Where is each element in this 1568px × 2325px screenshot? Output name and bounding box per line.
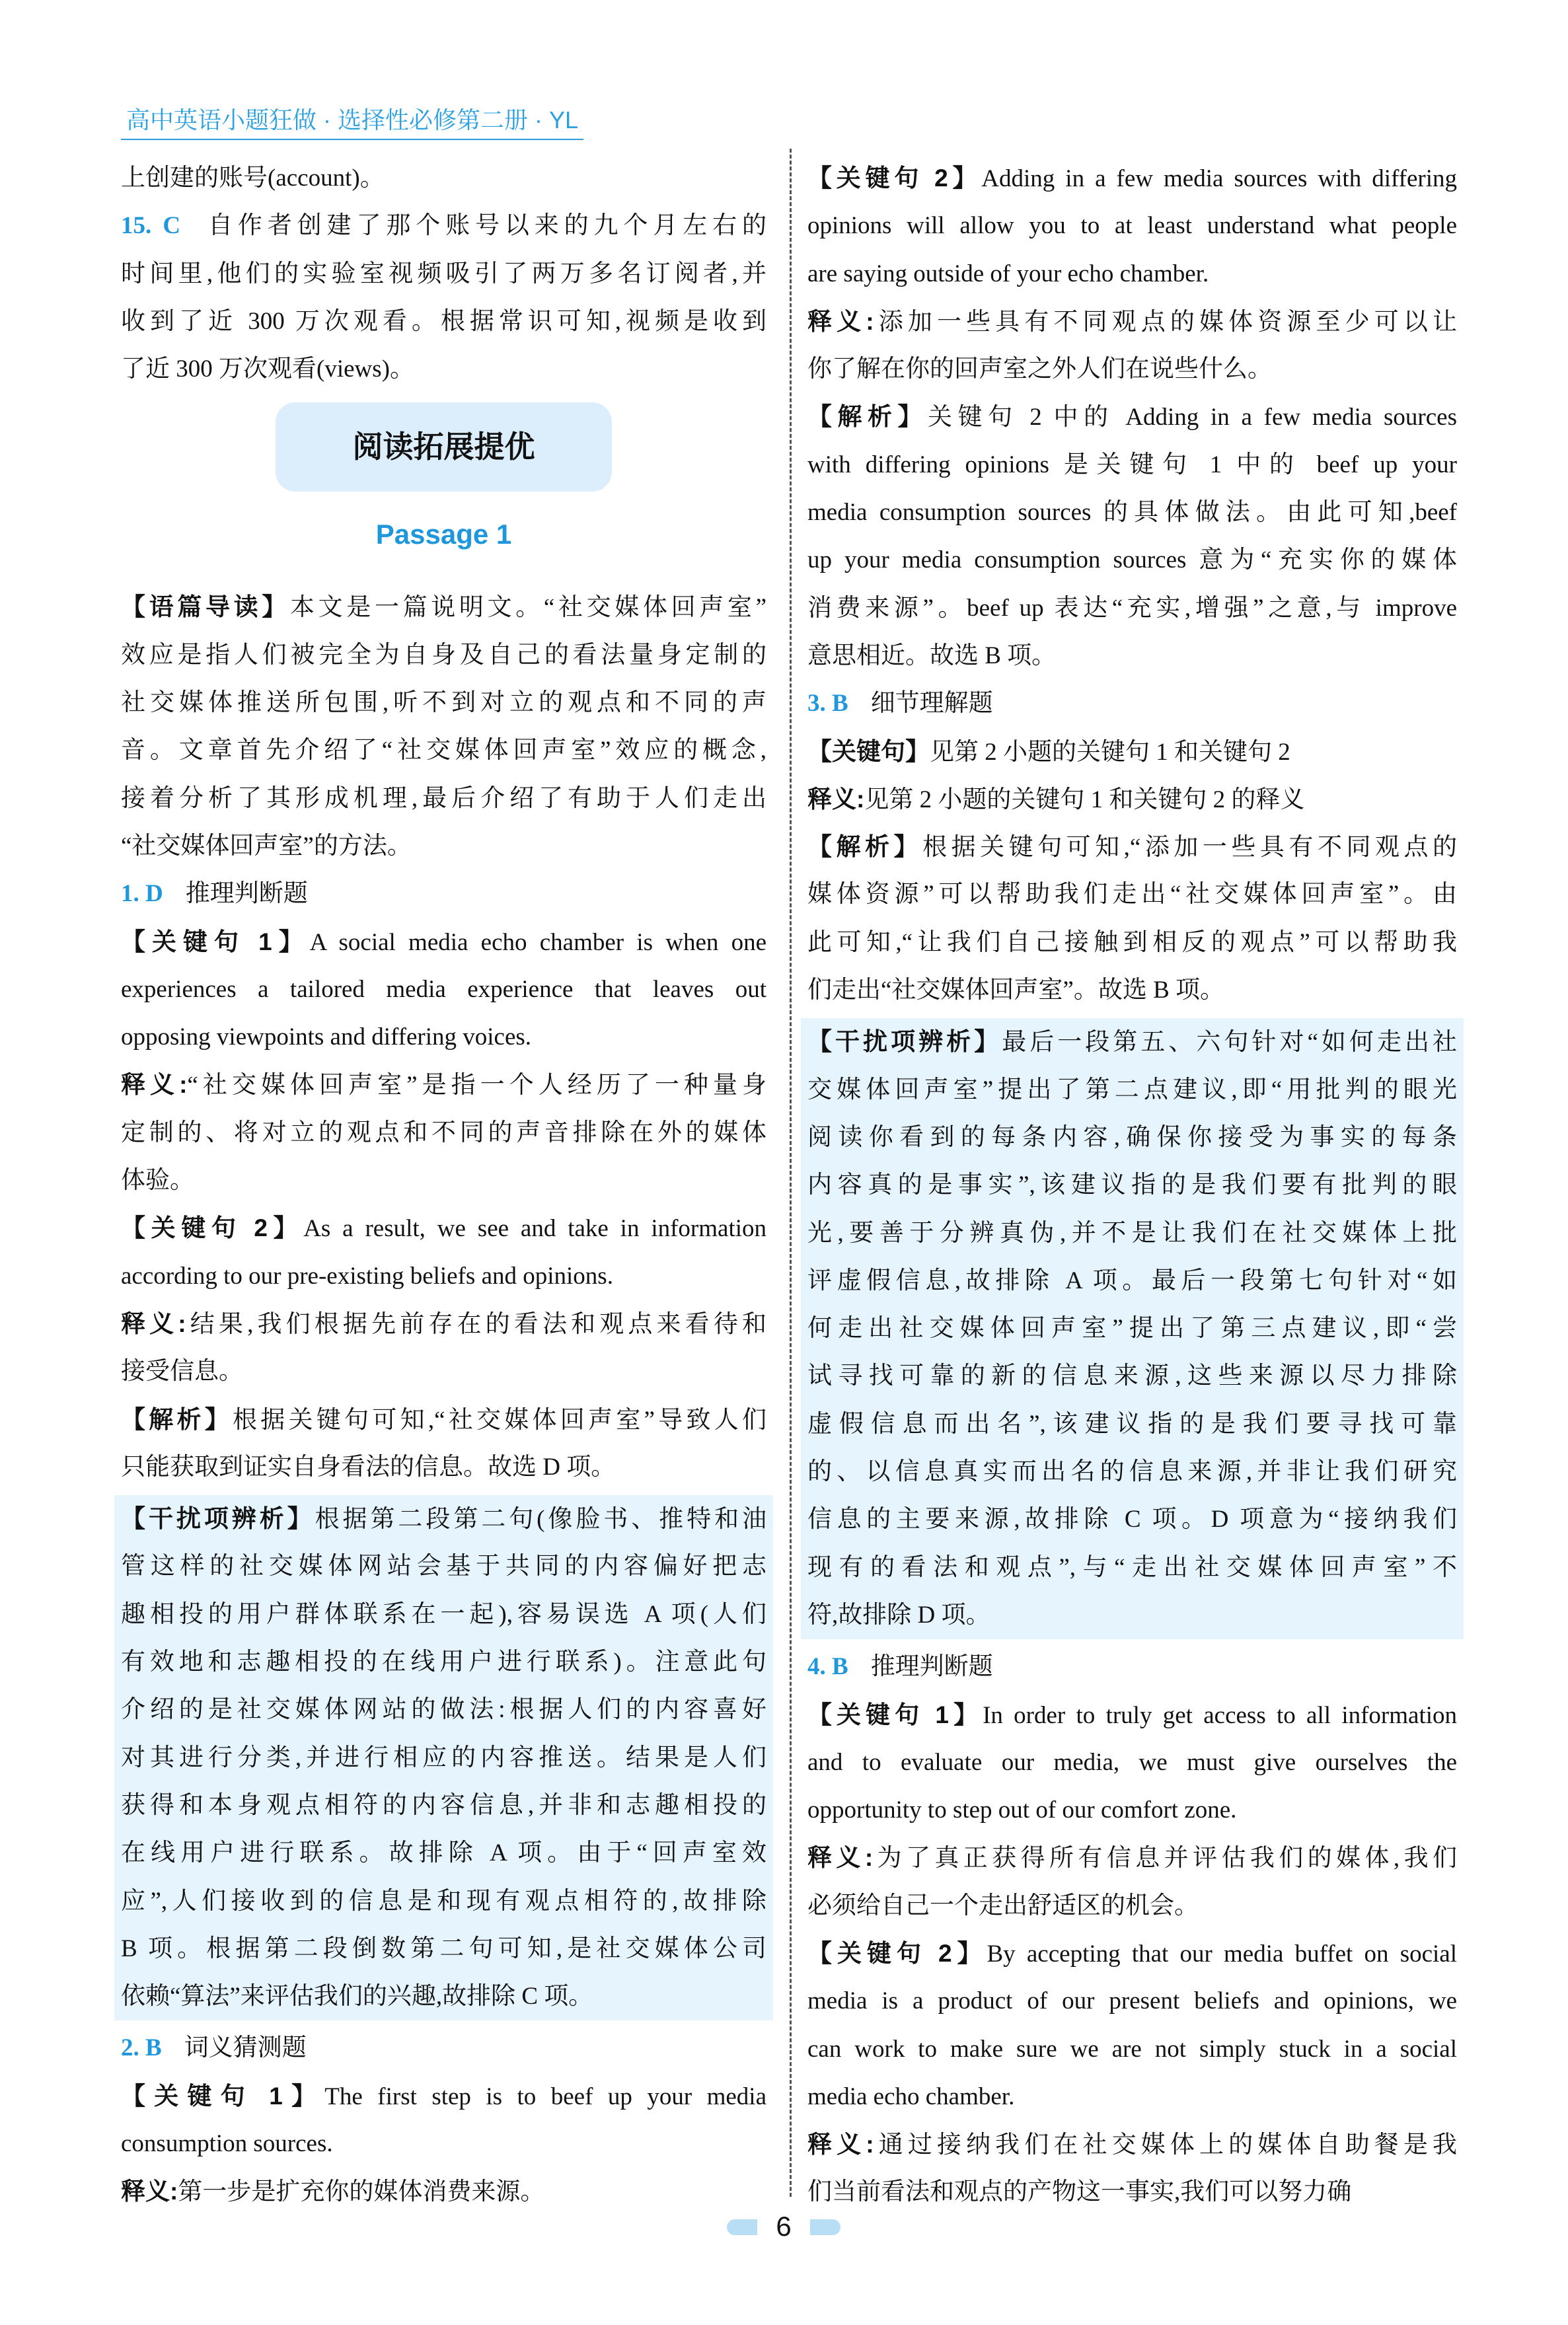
line-text: 信息的主要来源,故排除 C 项。D 项意为“接纳我们 [807, 1506, 1457, 1533]
line-text: “社交媒体回声室”的方法。 [121, 832, 412, 860]
text-line [807, 1691, 1457, 1739]
text-line [807, 536, 1457, 584]
text-line [121, 1925, 766, 1973]
text-line [807, 489, 1457, 536]
text-line [807, 919, 1457, 967]
text-line [121, 155, 766, 202]
text-line [807, 1977, 1457, 2025]
left-column [121, 155, 766, 2216]
question-header [121, 870, 766, 918]
text-line [121, 727, 766, 774]
line-text: 上创建的账号(account)。 [121, 165, 385, 192]
text-line [807, 2073, 1457, 2121]
paragraph-label: 【关键句 2】 [807, 1939, 987, 1967]
text-line [121, 2073, 766, 2120]
text-line [807, 871, 1457, 918]
distractor-analysis-box [114, 1495, 773, 2020]
line-text: 意思相近。故选 B 项。 [807, 642, 1057, 669]
line-text: 根据关键句可知,“社交媒体回声室”导致人们 [233, 1406, 767, 1434]
paragraph [121, 1396, 766, 1492]
text-line [121, 918, 766, 966]
text-line [121, 1495, 766, 1543]
text-line [807, 346, 1457, 393]
text-line [121, 1878, 766, 1925]
line-text: “社交媒体回声室”是指一个人经历了一种量身 [187, 1072, 767, 1099]
text-line [121, 1829, 766, 1877]
line-text: 管这样的社交媒体网站会基于共同的内容偏好把志 [121, 1553, 766, 1580]
page-number: 6 [776, 2211, 792, 2242]
line-text: experiences a tailored media experience that leaves out [121, 975, 766, 1003]
text-line [121, 1109, 766, 1157]
text-line [121, 1686, 766, 1734]
line-text: 为了真正获得所有信息并评估我们的媒体,我们 [873, 1845, 1457, 1872]
paragraph [121, 1300, 766, 1396]
paragraph-label: 释义: [121, 1310, 186, 1337]
answer-number: 3. B [807, 690, 848, 718]
paragraph-label: 【解析】 [807, 833, 923, 861]
text-line [121, 1782, 766, 1829]
question-type: 推理判断题 [185, 880, 308, 908]
line-text: 趣相投的用户群体联系在一起),容易误选 A 项(人们 [121, 1600, 766, 1628]
line-text: 见第 2 小题的关键句 1 和关键句 2 [930, 738, 1290, 766]
line-text: up your media consumption sources 意为“充实你的媒体 [807, 546, 1457, 574]
paragraph-label: 释义: [807, 1844, 874, 1872]
text-line [807, 1787, 1457, 1834]
line-text: 了近 300 万次观看(views)。 [121, 355, 414, 383]
paragraph [121, 918, 766, 1062]
line-text: 体验。 [121, 1167, 194, 1195]
page-number-badge [727, 2210, 840, 2243]
line-text: 定制的、将对立的观点和不同的声音排除在外的媒体 [121, 1119, 766, 1146]
text-line [121, 1204, 766, 1252]
line-text: 见第 2 小题的关键句 1 和关键句 2 的释义 [864, 786, 1305, 813]
line-text: 添加一些具有不同观点的媒体资源至少可以让 [874, 308, 1458, 336]
answer-number: 15. C [121, 212, 181, 240]
paragraph-label: 【干扰项辨析】 [807, 1028, 1002, 1056]
text-line [121, 2120, 766, 2168]
line-text: 的、以信息真实而出名的信息来源,并非让我们研究 [807, 1458, 1457, 1486]
line-text: according to our pre-existing beliefs and opinions. [121, 1262, 613, 1290]
text-line [807, 823, 1457, 871]
line-text: 交媒体回声室”提出了第二点建议,即“用批判的眼光 [807, 1076, 1457, 1103]
line-text: 应”,人们接收到的信息是和现有观点相符的,故排除 [121, 1887, 766, 1915]
line-text: 社交媒体推送所包围,听不到对立的观点和不同的声 [121, 689, 766, 717]
text-line [807, 202, 1457, 250]
paragraph-label: 【关键句 1】 [121, 928, 310, 955]
text-line [807, 1739, 1457, 1787]
line-text: 媒体资源”可以帮助我们走出“社交媒体回声室”。由 [807, 881, 1457, 908]
paragraph-label: 【解析】 [121, 1405, 233, 1433]
paragraph-label: 释义: [807, 307, 874, 335]
paragraph [121, 155, 766, 202]
text-line [807, 2026, 1457, 2073]
line-text: 收到了近 300 万次观看。根据常识可知,视频是收到 [121, 307, 766, 335]
text-line [121, 1734, 766, 1782]
text-line [807, 1305, 1457, 1352]
line-text: 获得和本身观点相符的内容信息,并非和志趣相投的 [121, 1791, 766, 1819]
line-text: By accepting that our media buffet on social [987, 1940, 1457, 1968]
line-text: opposing viewpoints and differing voices. [121, 1023, 532, 1051]
text-line [121, 775, 766, 823]
text-line [807, 728, 1457, 776]
line-text: 第一步是扩充你的媒体消费来源。 [178, 2178, 545, 2206]
line-text: 接着分析了其形成机理,最后介绍了有助于人们走出 [121, 784, 766, 812]
paragraph [121, 2073, 766, 2168]
line-text: 介绍的是社交媒体网站的做法:根据人们的内容喜好 [121, 1696, 766, 1724]
line-text: consumption sources. [121, 2129, 333, 2157]
text-line [121, 1300, 766, 1348]
text-line [121, 1396, 766, 1444]
line-text: and to evaluate our media, we must give ourselves the [807, 1748, 1457, 1776]
text-line [807, 155, 1457, 202]
text-line [121, 1348, 766, 1395]
line-text: 根据关键句可知,“添加一些具有不同观点的 [922, 834, 1458, 862]
column-divider [790, 149, 792, 2197]
text-line [121, 298, 766, 346]
line-text: 最后一段第五、六句针对“如何走出社 [1002, 1029, 1458, 1056]
text-line [807, 1162, 1457, 1209]
line-text: 结果,我们根据先前存在的看法和观点来看待和 [186, 1310, 766, 1338]
line-text: 自作者创建了那个账号以来的九个月左右的 [203, 212, 766, 240]
text-line [121, 1591, 766, 1639]
line-text: 依赖“算法”来评估我们的兴趣,故排除 C 项。 [121, 1983, 593, 2011]
section-heading: 阅读拓展提优 [276, 402, 612, 492]
passage-title: Passage 1 [375, 519, 512, 550]
line-text: 通过接纳我们在社交媒体上的媒体自助餐是我 [874, 2131, 1458, 2159]
paragraph [807, 1930, 1457, 2121]
paragraph [807, 823, 1457, 1014]
text-line [807, 1401, 1457, 1448]
paragraph-label: 释义: [807, 2131, 874, 2159]
text-line [807, 1930, 1457, 1977]
line-text: opinions will allow you to at least understand what people [807, 212, 1457, 240]
paragraph [807, 1691, 1457, 1835]
line-text: 只能获取到证实自身看法的信息。故选 D 项。 [121, 1453, 616, 1481]
paragraph [121, 1204, 766, 1300]
line-text: 消费来源”。beef up 表达“充实,增强”之意,与 improve [807, 594, 1457, 622]
text-line [121, 583, 766, 631]
paragraph-label: 【解析】 [807, 403, 928, 431]
line-text: are saying outside of your echo chamber. [807, 260, 1209, 287]
paragraph [121, 2168, 766, 2215]
text-line [121, 1543, 766, 1590]
paragraph-label: 释义: [121, 1071, 188, 1099]
line-text: As a result, we see and take in information [303, 1215, 767, 1243]
text-line [121, 966, 766, 1014]
paragraph-label: 【关键句 2】 [807, 165, 982, 192]
line-text: 符,故排除 D 项。 [807, 1601, 990, 1629]
line-text: 对其进行分类,并进行相应的内容推送。结果是人们 [121, 1744, 766, 1771]
text-line [807, 2168, 1457, 2216]
paragraph-label: 【干扰项辨析】 [121, 1505, 315, 1533]
answer-number: 1. D [121, 880, 163, 908]
paragraph [807, 776, 1457, 823]
text-line [807, 1834, 1457, 1882]
text-line [807, 393, 1457, 441]
line-text: 何走出社交媒体回声室”提出了第三点建议,即“尝 [807, 1315, 1457, 1343]
text-line [121, 1157, 766, 1204]
text-line [807, 632, 1457, 680]
line-text: 试寻找可靠的新的信息来源,这些来源以尽力排除 [807, 1362, 1457, 1390]
text-line [121, 1014, 766, 1061]
text-line [121, 679, 766, 727]
text-line [807, 1114, 1457, 1162]
text-line [807, 1592, 1457, 1639]
text-line [807, 776, 1457, 823]
question-header [807, 680, 1457, 727]
text-line [121, 1973, 766, 2020]
line-text: media echo chamber. [807, 2083, 1015, 2110]
text-line [121, 1253, 766, 1300]
line-text: 虚假信息而出名”,该建议指的是我们要寻找可靠 [807, 1410, 1457, 1438]
line-text: can work to make sure we are not simply stuck in a social [807, 2035, 1457, 2063]
line-text: 评虚假信息,故排除 A 项。最后一段第七句针对“如 [807, 1267, 1457, 1294]
paragraph [807, 2121, 1457, 2217]
text-line [807, 1018, 1457, 1066]
text-line [121, 346, 766, 393]
paragraph [807, 393, 1457, 680]
line-text: 有效地和志趣相投的在线用户进行联系)。注意此句 [121, 1648, 766, 1676]
paragraph-label: 释义: [121, 2178, 178, 2205]
text-line [807, 298, 1457, 346]
paragraph-label: 【关键句 2】 [121, 1214, 304, 1242]
text-line [807, 1448, 1457, 1496]
paragraph [121, 202, 766, 393]
text-line [807, 1210, 1457, 1257]
paragraph-label: 【关键句 1】 [121, 2082, 325, 2110]
pill-decoration-right [810, 2219, 840, 2235]
question-type: 细节理解题 [870, 690, 993, 718]
distractor-analysis-box [801, 1018, 1464, 1639]
line-text: 现有的看法和观点”,与“走出社交媒体回声室”不 [807, 1553, 1457, 1581]
paragraph-label: 【关键句 1】 [807, 1701, 983, 1728]
line-text: 根据第二段第二句(像脸书、推特和油 [315, 1506, 767, 1533]
line-text: 必须给自己一个走出舒适区的机会。 [807, 1892, 1199, 1919]
paragraph-label: 【语篇导读】 [121, 593, 290, 621]
text-line [121, 250, 766, 298]
line-text: 们当前看法和观点的产物这一事实,我们可以努力确 [807, 2178, 1352, 2206]
line-text: The first step is to beef up your media [324, 2083, 767, 2110]
line-text: 内容真的是事实”,该建议指的是我们要有批判的眼 [807, 1171, 1457, 1199]
line-text: opportunity to step out of our comfort zone. [807, 1796, 1237, 1824]
line-text: In order to truly get access to all information [983, 1701, 1458, 1729]
answer-number: 4. B [807, 1653, 848, 1681]
text-line [807, 1544, 1457, 1592]
line-text: 效应是指人们被完全为自身及自己的看法量身定制的 [121, 641, 766, 669]
text-line [807, 1257, 1457, 1305]
line-text: 你了解在你的回声室之外人们在说些什么。 [807, 355, 1272, 383]
line-text: 音。文章首先介绍了“社交媒体回声室”效应的概念, [121, 737, 766, 764]
line-text: 时间里,他们的实验室视频吸引了两万多名订阅者,并 [121, 260, 766, 287]
line-text: 本文是一篇说明文。“社交媒体回声室” [289, 594, 767, 622]
text-line [121, 1444, 766, 1491]
paragraph [807, 298, 1457, 394]
text-line [121, 632, 766, 679]
paragraph [121, 583, 766, 870]
line-text: 关键句 2 中的 Adding in a few media sources [928, 404, 1457, 431]
text-line [121, 823, 766, 870]
line-text: 此可知,“让我们自己接触到相反的观点”可以帮助我 [807, 928, 1457, 956]
text-line [807, 441, 1457, 489]
text-line [807, 585, 1457, 632]
text-line [807, 1352, 1457, 1400]
line-text: B 项。根据第二段倒数第二句可知,是社交媒体公司 [121, 1935, 766, 1962]
line-text: 在线用户进行联系。故排除 A 项。由于“回声室效 [121, 1839, 766, 1867]
question-type: 推理判断题 [870, 1653, 993, 1681]
text-line [807, 1496, 1457, 1543]
line-text: 接受信息。 [121, 1358, 243, 1385]
text-line [807, 1066, 1457, 1114]
line-text: 光,要善于分辨真伪,并不是让我们在社交媒体上批 [807, 1219, 1457, 1247]
paragraph-label: 释义: [807, 785, 865, 813]
line-text: Adding in a few media sources with differing [981, 165, 1458, 192]
paragraph [807, 1834, 1457, 1930]
text-line [807, 967, 1457, 1014]
text-line [807, 250, 1457, 298]
paragraph [121, 1061, 766, 1204]
text-line [121, 1061, 766, 1109]
paragraph-label: 【关键句】 [807, 737, 930, 765]
answer-number: 2. B [121, 2034, 162, 2062]
line-text: 阅读你看到的每条内容,确保你接受为事实的每条 [807, 1123, 1457, 1151]
text-line [121, 1639, 766, 1686]
text-line [807, 2121, 1457, 2168]
text-line [807, 1882, 1457, 1930]
text-line [121, 202, 766, 250]
question-header [807, 1643, 1457, 1691]
right-column [807, 155, 1457, 2217]
question-type: 词义猜测题 [184, 2034, 307, 2062]
paragraph [807, 155, 1457, 298]
line-text: media is a product of our present beliefs and opinions, we [807, 1987, 1457, 2015]
paragraph [807, 728, 1457, 776]
line-text: A social media echo chamber is when one [309, 928, 767, 956]
question-header [121, 2024, 766, 2072]
book-header: 高中英语小题狂做 · 选择性必修第二册 · YL [121, 106, 583, 140]
line-text: 们走出“社交媒体回声室”。故选 B 项。 [807, 977, 1225, 1004]
line-text: with differing opinions 是关键句 1 中的 beef up your [807, 451, 1457, 478]
text-line [121, 2168, 766, 2215]
line-text: media consumption sources 的具体做法。由此可知,beef [807, 499, 1457, 527]
